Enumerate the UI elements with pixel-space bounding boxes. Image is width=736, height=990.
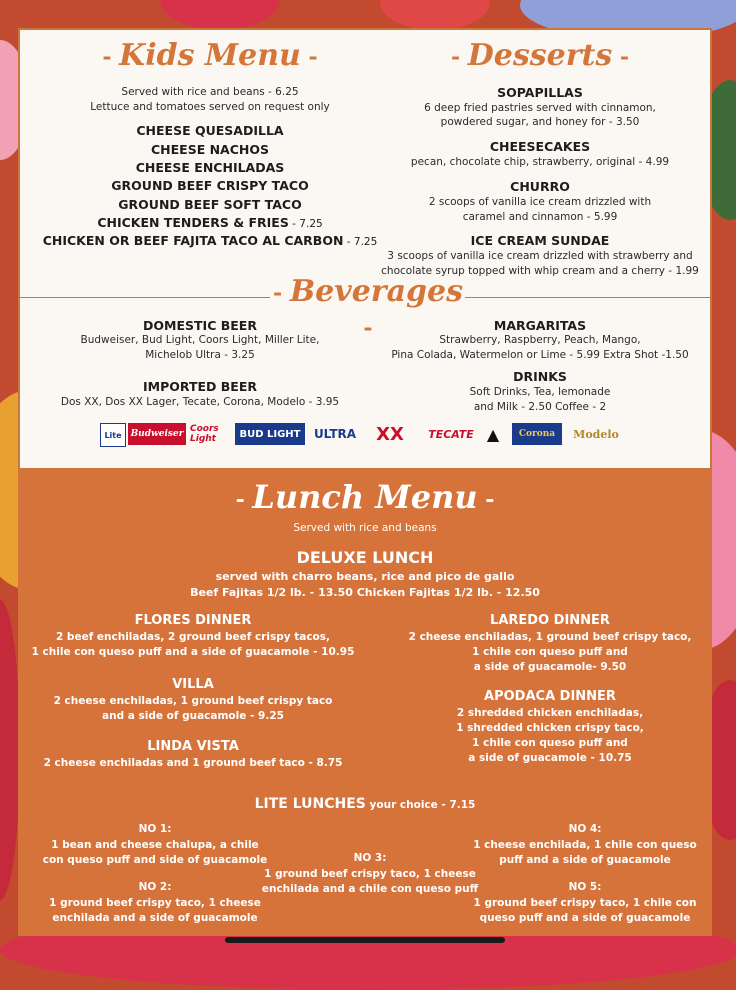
lite-lunches-price: your choice - 7.15	[365, 799, 476, 811]
deluxe-lunch-name: DELUXE LUNCH	[296, 548, 434, 567]
imported-beer-name: IMPORTED BEER	[143, 379, 257, 394]
no3-desc: 1 ground beef crispy taco, 1 cheese	[264, 868, 476, 880]
kids-note-1: Served with rice and beans - 6.25	[121, 86, 299, 98]
dessert-desc: 6 deep fried pastries served with cinnamon,	[424, 102, 656, 114]
dessert-desc: 2 scoops of vanilla ice cream drizzled with	[428, 196, 652, 208]
flores-dinner-desc: 1 chile con queso puff and a side of guacamole - 10.95	[31, 646, 355, 658]
budweiser-logo: Budweiser	[128, 423, 186, 445]
no4-name: NO 4:	[568, 823, 602, 835]
laredo-dinner-desc: a side of guacamole- 9.50	[473, 661, 627, 673]
linda-vista-name: LINDA VISTA	[147, 739, 239, 754]
kids-note-2: Lettuce and tomatoes served on request only	[90, 101, 330, 113]
apodaca-dinner-desc: 1 shredded chicken crispy taco,	[456, 722, 644, 734]
dessert-name: SOPAPILLAS	[497, 85, 583, 100]
no5-name: NO 5:	[568, 881, 602, 893]
deluxe-lunch-desc: served with charro beans, rice and pico de gallo	[215, 570, 515, 583]
drinks-desc: Soft Drinks, Tea, lemonade	[469, 386, 611, 398]
laredo-dinner-desc: 2 cheese enchiladas, 1 ground beef crispy taco,	[408, 631, 692, 643]
beverages-heading: - Beverages -	[273, 274, 463, 341]
kids-fajita-name: CHICKEN OR BEEF FAJITA TACO AL CARBON	[42, 233, 344, 248]
no5-desc: queso puff and a side of guacamole	[479, 912, 691, 924]
no3-desc: enchilada and a chile con queso puff	[261, 883, 479, 895]
no5-desc: 1 ground beef crispy taco, 1 chile con	[473, 897, 697, 909]
dessert-desc: powdered sugar, and honey for - 3.50	[440, 116, 640, 128]
kids-fajita-price: - 7.25	[343, 236, 378, 248]
no2-desc: 1 ground beef crispy taco, 1 cheese	[49, 897, 261, 909]
beverages-rule-right	[465, 297, 710, 298]
villa-name: VILLA	[172, 677, 214, 692]
domestic-beer-desc: Budweiser, Bud Light, Coors Light, Miller Lite,	[80, 334, 320, 346]
kids-item: CHEESE QUESADILLA	[136, 123, 284, 138]
dessert-name: CHEESECAKES	[489, 139, 591, 154]
no4-desc: puff and a side of guacamole	[499, 854, 671, 866]
lite-lunches-name: LITE LUNCHES	[254, 796, 366, 812]
modelo-logo: Modelo	[573, 427, 619, 441]
lunch-menu-heading: - Lunch Menu -	[235, 478, 495, 516]
desserts-heading: - Desserts -	[450, 38, 630, 73]
flores-dinner-desc: 2 beef enchiladas, 2 ground beef crispy tacos,	[55, 631, 331, 643]
laredo-dinner-name: LAREDO DINNER	[490, 613, 610, 628]
no1-desc: con queso puff and side of guacamole	[42, 854, 268, 866]
margaritas-name: MARGARITAS	[493, 318, 587, 333]
no2-desc: enchilada and a side of guacamole	[52, 912, 258, 924]
imported-beer-desc: Dos XX, Dos XX Lager, Tecate, Corona, Modelo - 3.95	[60, 396, 340, 408]
kids-tenders-price: - 7.25	[288, 218, 323, 230]
deluxe-lunch-prices: Beef Fajitas 1/2 lb. - 13.50 Chicken Fajitas 1/2 lb. - 12.50	[190, 586, 540, 599]
kids-tenders-name: CHICKEN TENDERS & FRIES	[97, 215, 289, 230]
miller-lite-logo: Lite	[100, 423, 126, 447]
michelob-ultra-logo: ULTRA	[313, 427, 357, 441]
apodaca-dinner-desc: 1 chile con queso puff and	[472, 737, 628, 749]
dessert-name: ICE CREAM SUNDAE	[470, 233, 610, 248]
kids-item: CHEESE ENCHILADAS	[135, 160, 285, 175]
villa-desc: and a side of guacamole - 9.25	[102, 710, 284, 722]
drinks-desc: and Milk - 2.50 Coffee - 2	[473, 401, 607, 413]
no2-name: NO 2:	[138, 881, 172, 893]
domestic-beer-name: DOMESTIC BEER	[143, 318, 257, 333]
tecate-logo: TECATE	[428, 427, 474, 441]
dessert-desc: pecan, chocolate chip, strawberry, original - 4.99	[410, 156, 670, 168]
kids-item-fajita	[30, 232, 390, 251]
apodaca-dinner-name: APODACA DINNER	[484, 689, 616, 704]
no4-desc: 1 cheese enchilada, 1 chile con queso	[473, 839, 697, 851]
dessert-desc: chocolate syrup topped with whip cream and a cherry - 1.99	[381, 265, 699, 277]
kids-menu-title: Kids Menu	[119, 38, 301, 73]
kids-item: GROUND BEEF CRISPY TACO	[111, 178, 309, 193]
dessert-name: CHURRO	[510, 179, 570, 194]
bud-light-logo: BUD LIGHT	[235, 423, 305, 445]
domestic-beer-desc: Michelob Ultra - 3.25	[145, 349, 255, 361]
no3-name: NO 3:	[353, 852, 387, 864]
beverages-rule-left	[20, 297, 270, 298]
dessert-desc: caramel and cinnamon - 5.99	[462, 211, 618, 223]
beverages-title: Beverages	[289, 274, 463, 309]
corona-logo: Corona	[512, 423, 562, 445]
laredo-dinner-desc: 1 chile con queso puff and	[472, 646, 628, 658]
linda-vista-desc: 2 cheese enchiladas and 1 ground beef taco - 8.75	[43, 757, 343, 769]
no1-name: NO 1:	[138, 823, 172, 835]
eagle-icon: ▲	[486, 424, 500, 444]
kids-item: GROUND BEEF SOFT TACO	[118, 197, 302, 212]
no1-desc: 1 bean and cheese chalupa, a chile	[51, 839, 259, 851]
villa-desc: 2 cheese enchiladas, 1 ground beef crispy taco	[53, 695, 333, 707]
coors-light-logo: Coors Light	[190, 424, 219, 444]
lite-lunches-heading	[160, 795, 570, 814]
flores-dinner-name: FLORES DINNER	[134, 613, 252, 628]
dos-equis-logo: XX	[376, 423, 404, 445]
apodaca-dinner-desc: a side of guacamole - 10.75	[468, 752, 632, 764]
lunch-subtitle: Served with rice and beans	[293, 522, 437, 534]
kids-item-tenders	[40, 214, 380, 233]
desserts-title: Desserts	[467, 38, 613, 73]
kids-item: CHEESE NACHOS	[150, 142, 269, 157]
margaritas-desc: Pina Colada, Watermelon or Lime - 5.99 Extra Shot -1.50	[391, 349, 689, 361]
apodaca-dinner-desc: 2 shredded chicken enchiladas,	[456, 707, 644, 719]
scroll-indicator[interactable]	[225, 937, 505, 943]
margaritas-desc: Strawberry, Raspberry, Peach, Mango,	[439, 334, 641, 346]
drinks-name: DRINKS	[513, 369, 567, 384]
lunch-menu-title: Lunch Menu	[252, 478, 478, 516]
kids-menu-heading: - Kids Menu -	[102, 38, 318, 73]
dessert-desc: 3 scoops of vanilla ice cream drizzled with strawberry and	[387, 250, 693, 262]
